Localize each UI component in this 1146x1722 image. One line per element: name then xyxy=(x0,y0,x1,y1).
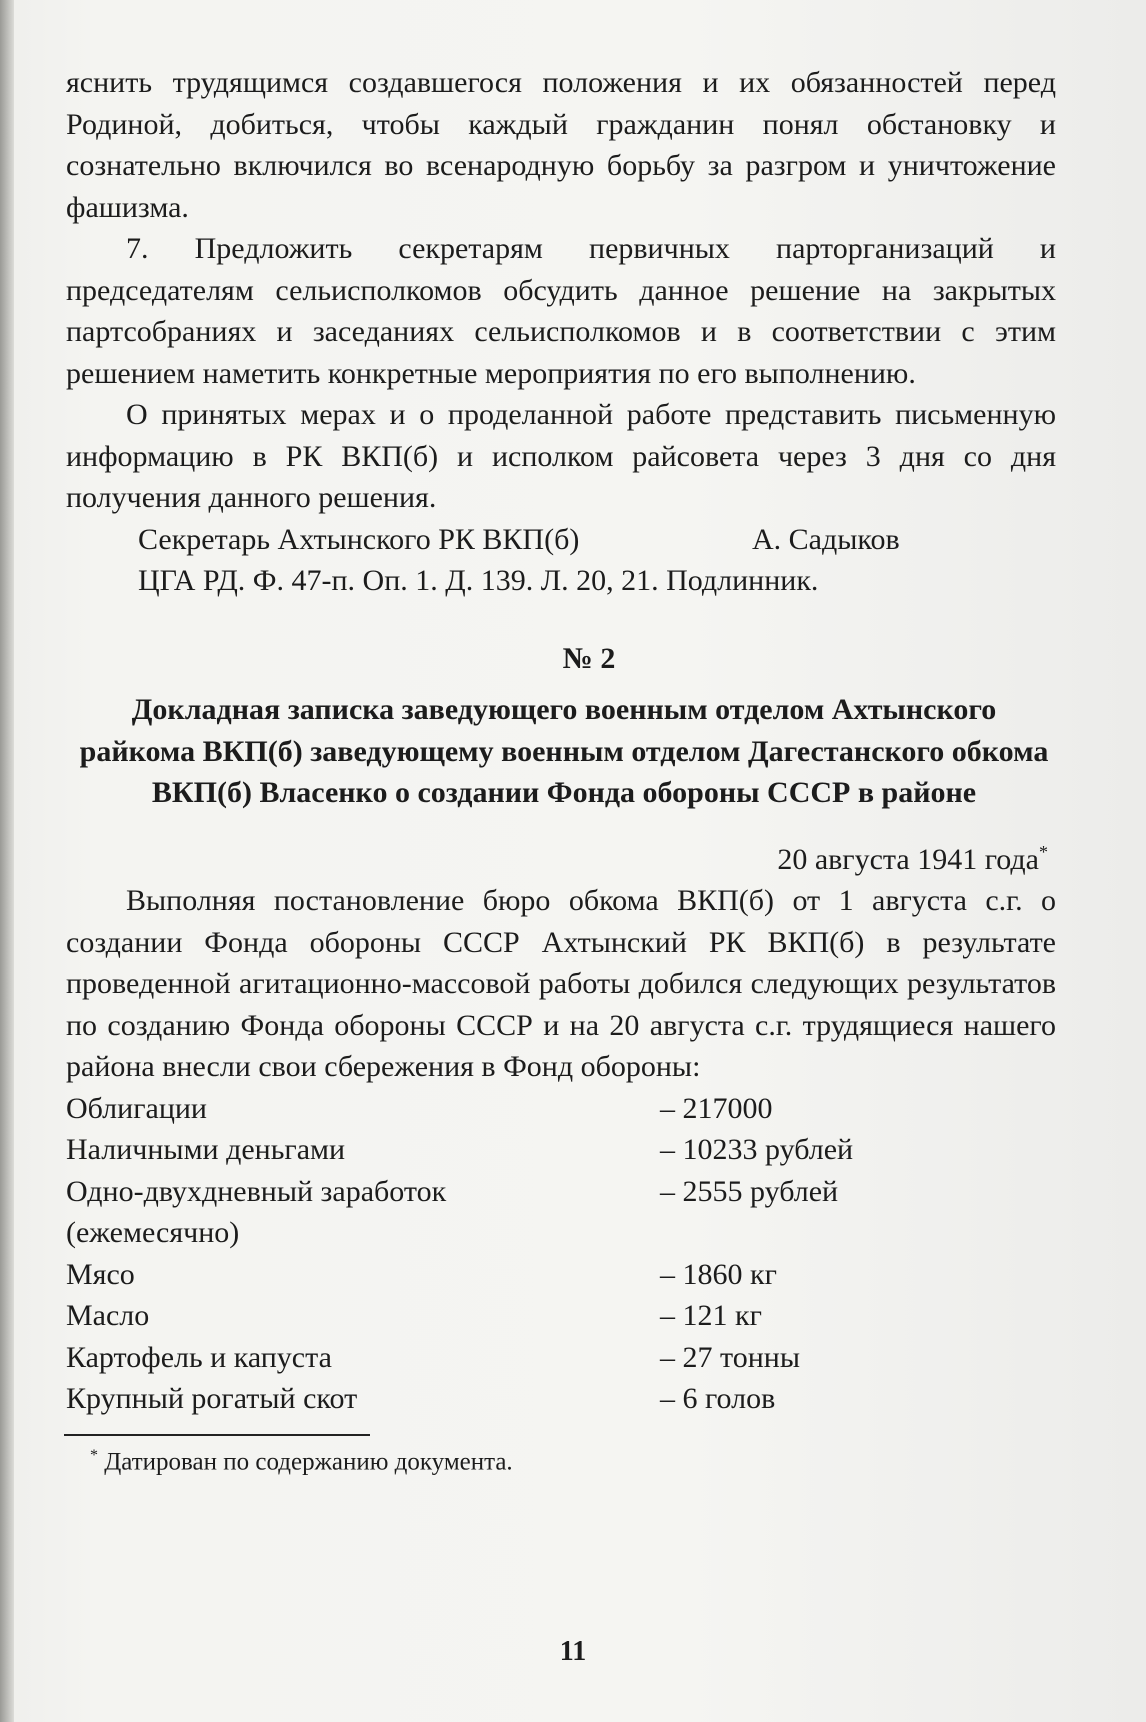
date-footnote-mark: * xyxy=(1039,841,1048,862)
footnote xyxy=(66,1440,1056,1478)
list-item xyxy=(66,1088,1056,1130)
item-label: Наличными деньгами xyxy=(66,1133,346,1166)
list-item xyxy=(66,1129,1056,1171)
page-number: 11 xyxy=(559,1636,587,1667)
list-item xyxy=(66,1254,1056,1296)
page-text xyxy=(66,62,1056,1478)
item-label: Масло xyxy=(66,1299,150,1332)
archive-source: ЦГА РД. Ф. 47-п. Оп. 1. Д. 139. Л. 20, 21. Подлинник. xyxy=(138,564,819,597)
item-value: – 6 голов xyxy=(660,1382,776,1415)
item-label: Мясо xyxy=(66,1257,135,1291)
signature-line xyxy=(66,519,1056,561)
document-date xyxy=(66,832,1056,881)
signature-name: А. Садыков xyxy=(752,522,900,556)
footnote-text: Датирован по содержанию документа. xyxy=(104,1447,513,1475)
item-value: – 217000 xyxy=(660,1091,773,1125)
report-paragraph: О принятых мерах и о проделанной работе представить письменную информацию в РК ВКП(б) и исполком райсовета через 3 дня со дня получения данного решения. xyxy=(66,398,1056,514)
item-value: – 121 кг xyxy=(660,1299,762,1332)
list-item xyxy=(66,1171,1056,1254)
item-label: Картофель и капуста xyxy=(66,1340,332,1374)
list-item xyxy=(66,1378,1056,1420)
intro-paragraph: Выполняя постановление бюро обкома ВКП(б) от 1 августа с.г. о создании Фонда обороны СССР Ахтынский РК ВКП(б) в результате проведенной агитационно-массовой работы добился следующих результатов по созданию Фонда обороны СССР и на 20 августа с.г. трудящиеся нашего района внесли свои сбережения в Фонд обороны: xyxy=(66,884,1056,1083)
item-value: – 2555 рублей xyxy=(660,1174,839,1208)
item-value: – 10233 рублей xyxy=(660,1133,854,1166)
footnote-mark: * xyxy=(90,1446,98,1464)
item-value: – 1860 кг xyxy=(660,1257,777,1291)
list-item xyxy=(66,1295,1056,1337)
date-text: 20 августа 1941 года xyxy=(777,842,1039,876)
document-number: № 2 xyxy=(562,641,616,675)
paragraph-continuation: яснить трудящимся создавшегося положения и их обязанностей перед Родиной, добиться, чтобы каждый гражданин понял обстановку и сознательно включился во всенародную борьбу за разгром и уничтожение фашизма. xyxy=(66,66,1056,224)
item-value: – 27 тонны xyxy=(660,1340,800,1374)
item-label: Крупный рогатый скот xyxy=(66,1382,358,1415)
item-label: Одно-двухдневный заработок (ежемесячно) xyxy=(66,1174,447,1249)
book-spine-shadow xyxy=(0,0,14,1722)
signature-title: Секретарь Ахтынского РК ВКП(б) xyxy=(138,522,580,556)
contributions-list xyxy=(66,1088,1056,1420)
document-title: Докладная записка заведующего военным отделом Ахтынского райкома ВКП(б) заведующему военным отделом Дагестанского обкома ВКП(б) Власенко о создании Фонда обороны СССР в районе xyxy=(79,693,1049,809)
footnote-divider xyxy=(64,1434,370,1436)
list-item xyxy=(66,1337,1056,1379)
point-7: 7. Предложить секретарям первичных парторганизаций и председателям сельисполкомов обсудить данное решение на закрытых партсобраниях и заседаниях сельисполкомов и в соответствии с этим решением наметить конкретные мероприятия по его выполнению. xyxy=(66,232,1056,390)
item-label: Облигации xyxy=(66,1091,207,1125)
